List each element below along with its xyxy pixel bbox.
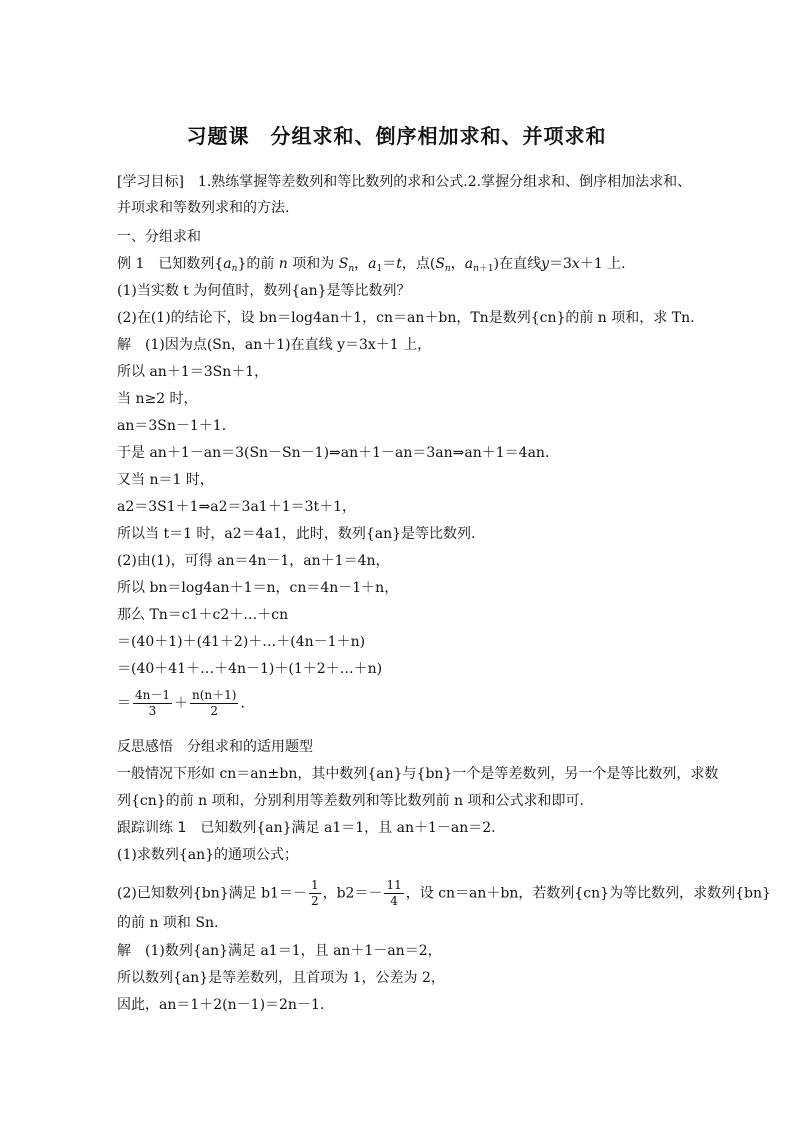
solution-line: a2＝3S1＋1⇒a2＝3a1＋1＝3t＋1， [117, 499, 357, 515]
solution-line: 所以当 t＝1 时，a2＝4a1，此时，数列{an}是等比数列. [117, 526, 476, 542]
practice-solution: 因此，an＝1＋2(n－1)＝2n－1. [117, 997, 325, 1013]
question-2: (2)在(1)的结论下，设 bn＝log4an＋1，cn＝an＋bn，Tn是数列{cn}的前 n 项和，求 Tn. [117, 310, 695, 326]
objective-text: 1.熟练掌握等差数列和等比数列的求和公式.2.掌握分组求和、倒序相加法求和、 [183, 174, 692, 190]
fraction: $\frac{11}{4}$ [386, 878, 402, 908]
example-label: 例 1 [117, 256, 159, 272]
reflection-text: 一般情况下形如 cn＝an±bn，其中数列{an}与{bn}一个是等差数列，另一个是等比数列，求数 [117, 766, 719, 782]
section-heading: 一、分组求和 [117, 229, 201, 245]
solution-line: 那么 Tn＝c1＋c2＋…＋cn [117, 607, 289, 623]
solution-line: (2)由(1)，可得 an＝4n－1，an＋1＝4n， [117, 553, 390, 569]
learning-objective [117, 172, 691, 192]
solution-result: ＝ $\frac{4n-1}{3}$ ＋ $\frac{n(n+1)}{2}$ . [117, 688, 245, 718]
fraction: $\frac{n(n+1)}{2}$ [192, 688, 237, 718]
solution-line: ＝(40＋41＋…＋4n－1)＋(1＋2＋…＋n) [117, 661, 383, 677]
solution-line: 所以 bn＝log4an＋1＝n，cn＝4n－1＋n， [117, 580, 399, 596]
fraction: $\frac{1}{2}$ [310, 878, 319, 908]
solution-label: 解 [117, 943, 131, 959]
practice-question-2-cont: 的前 n 项和 Sn. [117, 915, 219, 931]
question-1: (1)当实数 t 为何值时，数列{an}是等比数列？ [117, 283, 411, 299]
practice-label: 跟踪训练 1 [117, 820, 201, 836]
solution-line: ＝(40＋1)＋(41＋2)＋…＋(4n－1＋n) [117, 634, 366, 650]
practice-question-2: (2)已知数列{bn}满足 b1＝－ $\frac{1}{2}$ ，b2＝－ $\frac{11}{4}$ ，设 cn＝an＋bn，若数列{cn}为等比数列，求数列{bn} [117, 878, 771, 908]
reflection-heading: 反思感悟 分组求和的适用题型 [117, 739, 313, 755]
objective-text-2: 并项求和等数列求和的方法. [117, 200, 290, 216]
solution-line: 解 (1)因为点(Sn，an＋1)在直线 y＝3x＋1 上， [117, 337, 432, 353]
solution-label: 解 [117, 337, 131, 353]
solution-line: an＝3Sn－1＋1. [117, 418, 227, 434]
objective-label: [学习目标] [117, 174, 184, 190]
practice-statement: 跟踪训练 1 已知数列{an}满足 a1＝1，且 an＋1－an＝2. [117, 820, 496, 836]
practice-solution: 解 (1)数列{an}满足 a1＝1，且 an＋1－an＝2， [117, 943, 442, 959]
practice-solution: 所以数列{an}是等差数列，且首项为 1，公差为 2， [117, 970, 445, 986]
solution-line: 于是 an＋1－an＝3(Sn－Sn－1)⇒an＋1－an＝3an⇒an＋1＝4an. [117, 445, 550, 461]
solution-line: 又当 n＝1 时， [117, 472, 214, 488]
page-title: 习题课 分组求和、倒序相加求和、并项求和 [186, 124, 607, 148]
solution-line: 所以 an＋1＝3Sn＋1， [117, 364, 269, 380]
practice-question-1: (1)求数列{an}的通项公式； [117, 847, 299, 863]
example-statement: 例 1 已知数列$\{a_n\}$的前 n 项和为 $S_n$，$a_1=t$，点($S_n$，$a_{n+1}$)在直线y＝3x＋1 上. [117, 256, 626, 274]
fraction: $\frac{4n-1}{3}$ [135, 688, 170, 718]
solution-line: 当 n≥2 时， [117, 391, 198, 407]
reflection-text: 列{cn}的前 n 项和，分别利用等差数列和等比数列前 n 项和公式求和即可. [117, 793, 584, 809]
